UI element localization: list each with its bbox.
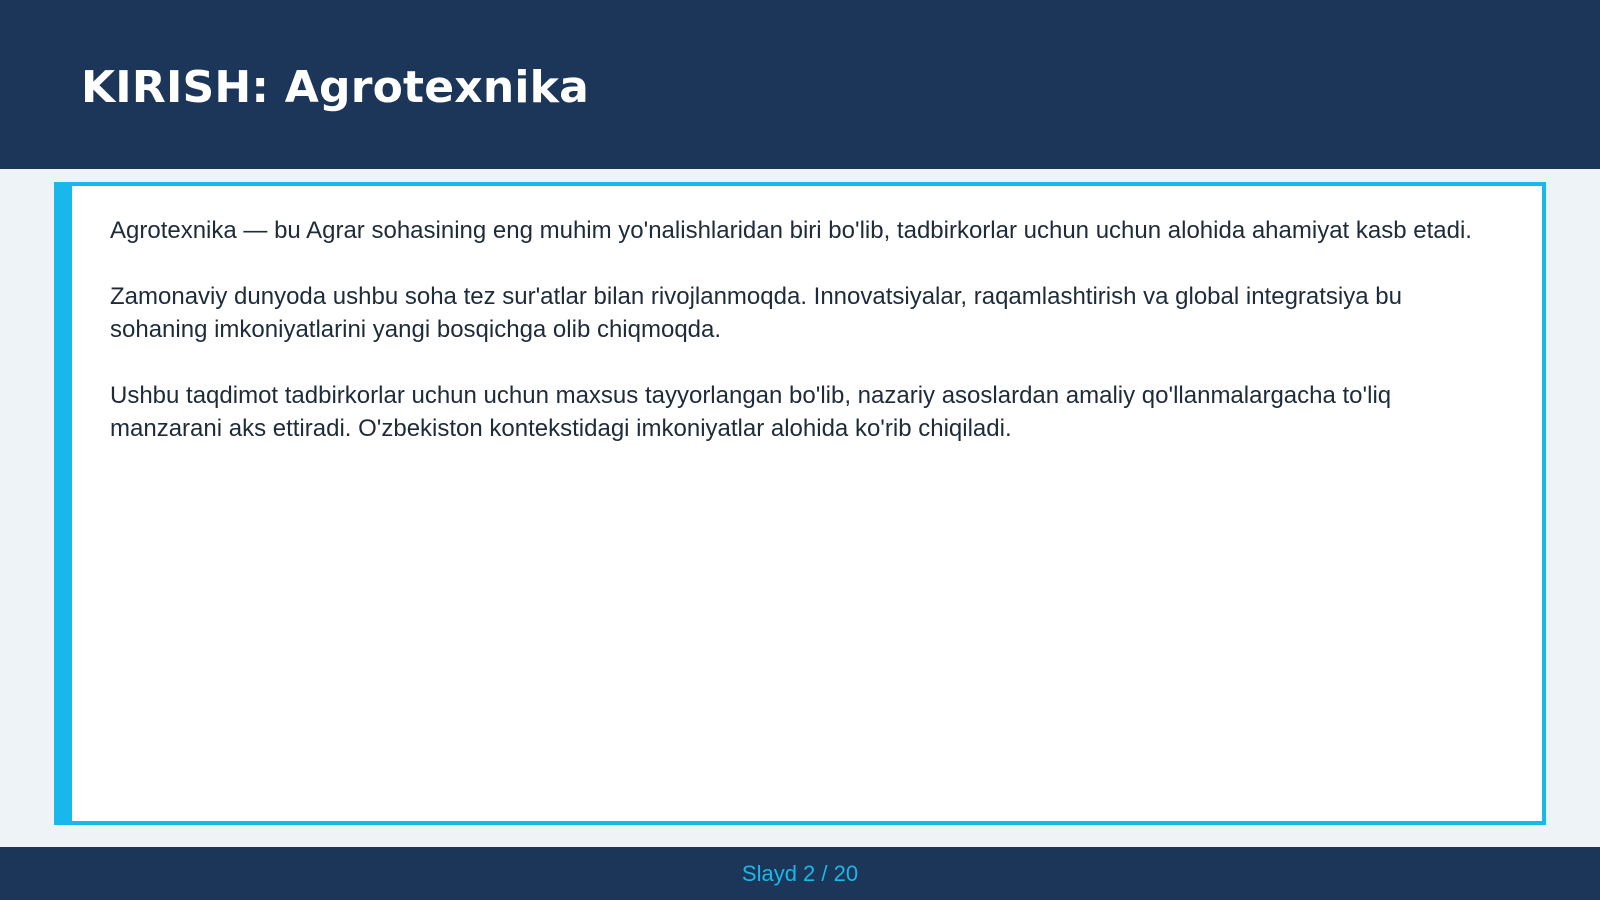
development-paragraph: Zamonaviy dunyoda ushbu soha tez sur'atlar bilan rivojlanmoqda. Innovatsiyalar, raqamlashtirish va global integratsiya bu sohaning imkoniyatlarini yangi bosqichga olib chiqmoqda. [110,283,1402,343]
slide-title: KIRISH: Agrotexnika [81,62,590,113]
slide-header [0,0,1600,169]
content-text [110,214,1490,478]
intro-paragraph: Agrotexnika — bu Agrar sohasining eng muhim yo'nalishlaridan biri bo'lib, tadbirkorlar uchun uchun alohida ahamiyat kasb etadi. [110,217,1472,244]
slide-counter: Slayd 2 / 20 [741,861,859,886]
presentation-purpose-paragraph: Ushbu taqdimot tadbirkorlar uchun uchun maxsus tayyorlangan bo'lib, nazariy asoslardan amaliy qo'llanmalargacha to'liq manzarani aks ettiradi. O'zbekiston kontekstidagi imkoniyatlar alohida ko'rib chiqiladi. [110,382,1392,442]
content-card [54,182,1546,825]
slide-footer [0,847,1600,900]
